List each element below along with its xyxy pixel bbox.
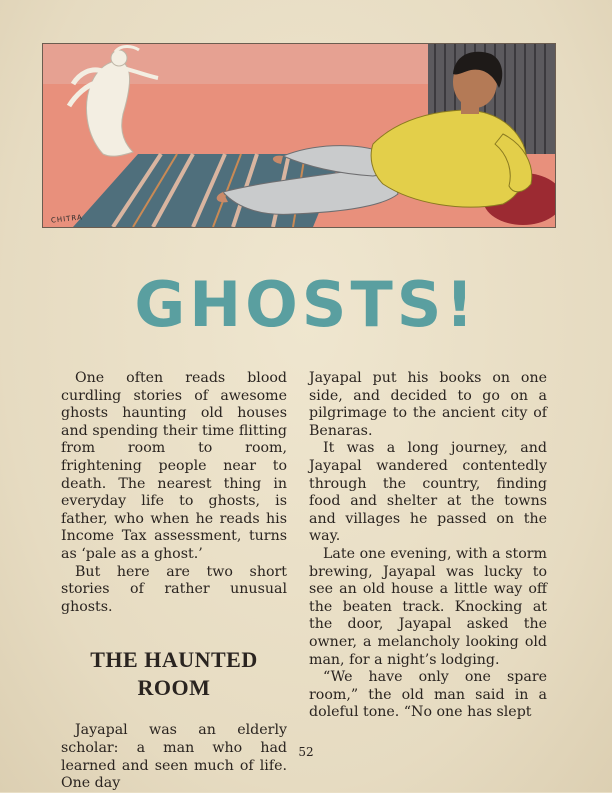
- paragraph: Jayapal was an elderly scholar: a man who had learned and seen much of life. One day: [61, 722, 287, 792]
- illustrator-signature: CHITRA: [50, 213, 84, 225]
- page-number: 52: [298, 745, 314, 759]
- left-column: [61, 370, 287, 793]
- paragraph: “We have only one spare room,” the old man said in a doleful tone. “No one has slept: [309, 669, 547, 721]
- story-illustration: [42, 43, 556, 228]
- paragraph: It was a long journey, and Jayapal wandered contentedly through the country, finding food and shelter at the towns and villages he passed on the way.: [309, 440, 547, 545]
- page-title: GHOSTS!: [134, 268, 478, 341]
- paragraph: One often reads blood curdling stories of awesome ghosts haunting old houses and spending their time flitting from room to room, frightening people near to death. The nearest thing in everyday life to ghosts, is father, who when he reads his Income Tax assessment, turns as ‘pale as a ghost.’: [61, 370, 287, 562]
- paragraph: Jayapal put his books on one side, and decided to go on a pilgrimage to the ancient city of Benaras.: [309, 370, 547, 439]
- illustration-artwork: [43, 44, 555, 227]
- paragraph: Late one evening, with a storm brewing, Jayapal was lucky to see an old house a little way off the beaten track. Knocking at the door, Jayapal asked the owner, a melancholy looking old man, for a night’s lodging.: [309, 545, 547, 668]
- section-heading: THE HAUNTED ROOM: [90, 647, 258, 701]
- paragraph: But here are two short stories of rather unusual ghosts.: [61, 563, 287, 615]
- right-column: [309, 370, 547, 722]
